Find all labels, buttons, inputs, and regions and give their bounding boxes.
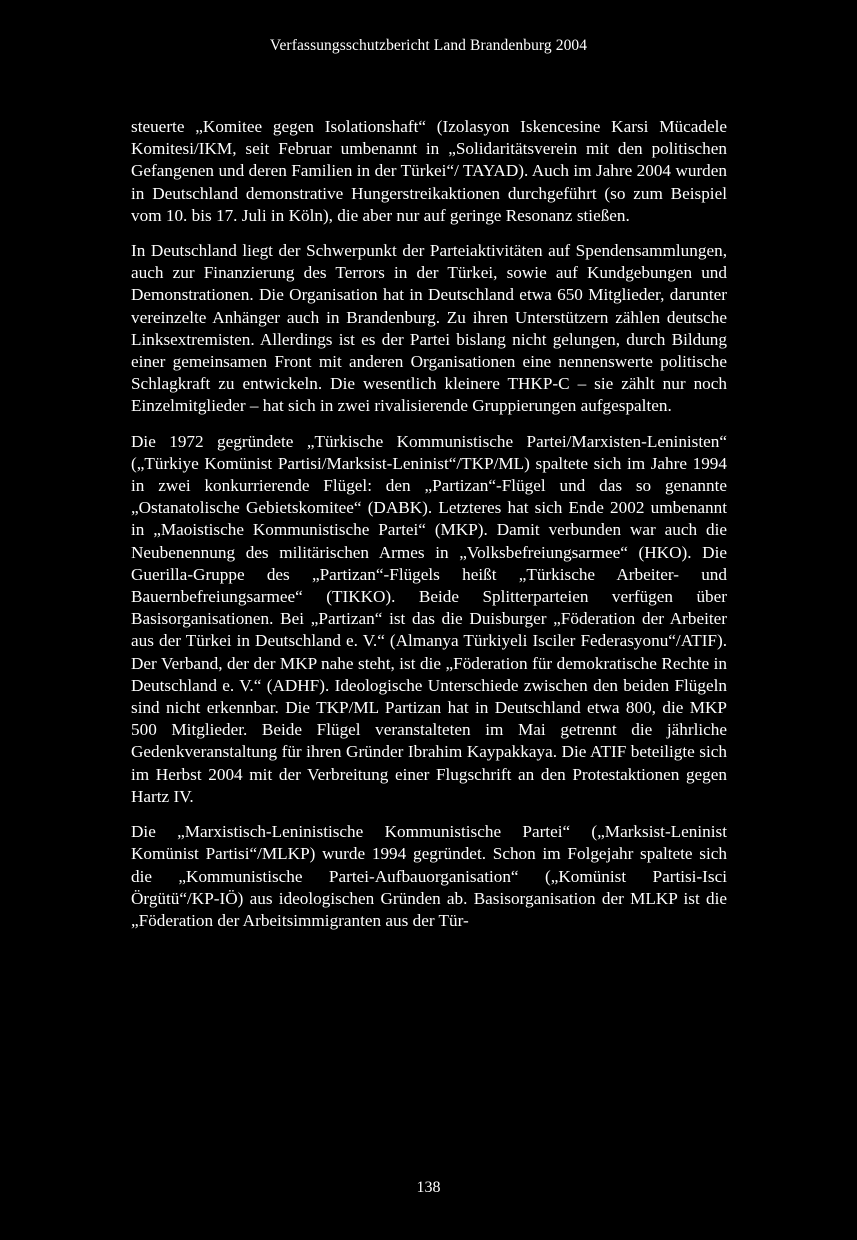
running-header: Verfassungsschutzbericht Land Brandenburg 2004 bbox=[269, 37, 588, 54]
page-number: 138 bbox=[416, 1179, 441, 1196]
paragraph-2: In Deutschland liegt der Schwerpunkt der Parteiaktivitäten auf Spendensammlungen, auch zur Finanzierung des Terrors in der Türkei, sowie auf Kundgebungen und Demonstrationen. Die Organisation hat in Deutschland etwa 650 Mitglieder, darunter vereinzelte Anhänger auch in Brandenburg. Zu ihren Unterstützern zählen deutsche Linksextremisten. Allerdings ist es der Partei bislang nicht gelungen, durch Bildung einer gemeinsamen Front mit anderen Organisationen eine nennenswerte politische Schlagkraft zu entwickeln. Die wesentlich kleinere THKP-C – sie zählt nur noch Einzelmitglieder – hat sich in zwei rivalisierende Gruppierungen aufgespalten. bbox=[131, 241, 727, 416]
body-text bbox=[131, 116, 727, 945]
paragraph-4: Die „Marxistisch-Leninistische Kommunistische Partei“ („Marksist-Leninist Komünist Partisi“/MLKP) wurde 1994 gegründet. Schon im Folgejahr spaltete sich die „Kommunistische Partei-Aufbauorganisation“ („Komünist Partisi-Isci Örgütü“/KP-IÖ) aus ideologischen Gründen ab. Basisorganisation der MLKP ist die „Föderation der Arbeitsimmigranten aus der Tür- bbox=[131, 822, 727, 930]
paragraph-1: steuerte „Komitee gegen Isolationshaft“ (Izolasyon Iskencesine Karsi Mücadele Komitesi/IKM, seit Februar umbenannt in „Solidaritätsverein mit den politischen Gefangenen und deren Familien in der Türkei“/ TAYAD). Auch im Jahre 2004 wurden in Deutschland demonstrative Hungerstreikaktionen durchgeführt (so zum Beispiel vom 10. bis 17. Juli in Köln), die aber nur auf geringe Resonanz stießen. bbox=[131, 117, 727, 225]
paragraph-3: Die 1972 gegründete „Türkische Kommunistische Partei/Marxisten-Leninisten“ („Türkiye Komünist Partisi/Marksist-Leninist“/TKP/ML) spaltete sich im Jahre 1994 in zwei konkurrierende Flügel: den „Partizan“-Flügel und das so genannte „Ostanatolische Gebietskomitee“ (DABK). Letzteres hat sich Ende 2002 umbenannt in „Maoistische Kommunistische Partei“ (MKP). Damit verbunden war auch die Neubenennung des militärischen Armes in „Volksbefreiungsarmee“ (HKO). Die Guerilla-Gruppe des „Partizan“-Flügels heißt „Türkische Arbeiter- und Bauernbefreiungsarmee“ (TIKKO). Beide Splitterparteien verfügen über Basisorganisationen. Bei „Partizan“ ist das die Duisburger „Föderation der Arbeiter aus der Türkei in Deutschland e. V.“ (Almanya Türkiyeli Isciler Federasyonu“/ATIF). Der Verband, der der MKP nahe steht, ist die „Föderation für demokratische Rechte in Deutschland e. V.“ (ADHF). Ideologische Unterschiede zwischen den beiden Flügeln sind nicht erkennbar. Die TKP/ML Partizan hat in Deutschland etwa 800, die MKP 500 Mitglieder. Beide Flügel veranstalteten im Mai getrennt die jährliche Gedenkveranstaltung für ihren Gründer Ibrahim Kaypakkaya. Die ATIF beteiligte sich im Herbst 2004 mit der Verbreitung einer Flugschrift an den Protestaktionen gegen Hartz IV. bbox=[131, 431, 727, 806]
